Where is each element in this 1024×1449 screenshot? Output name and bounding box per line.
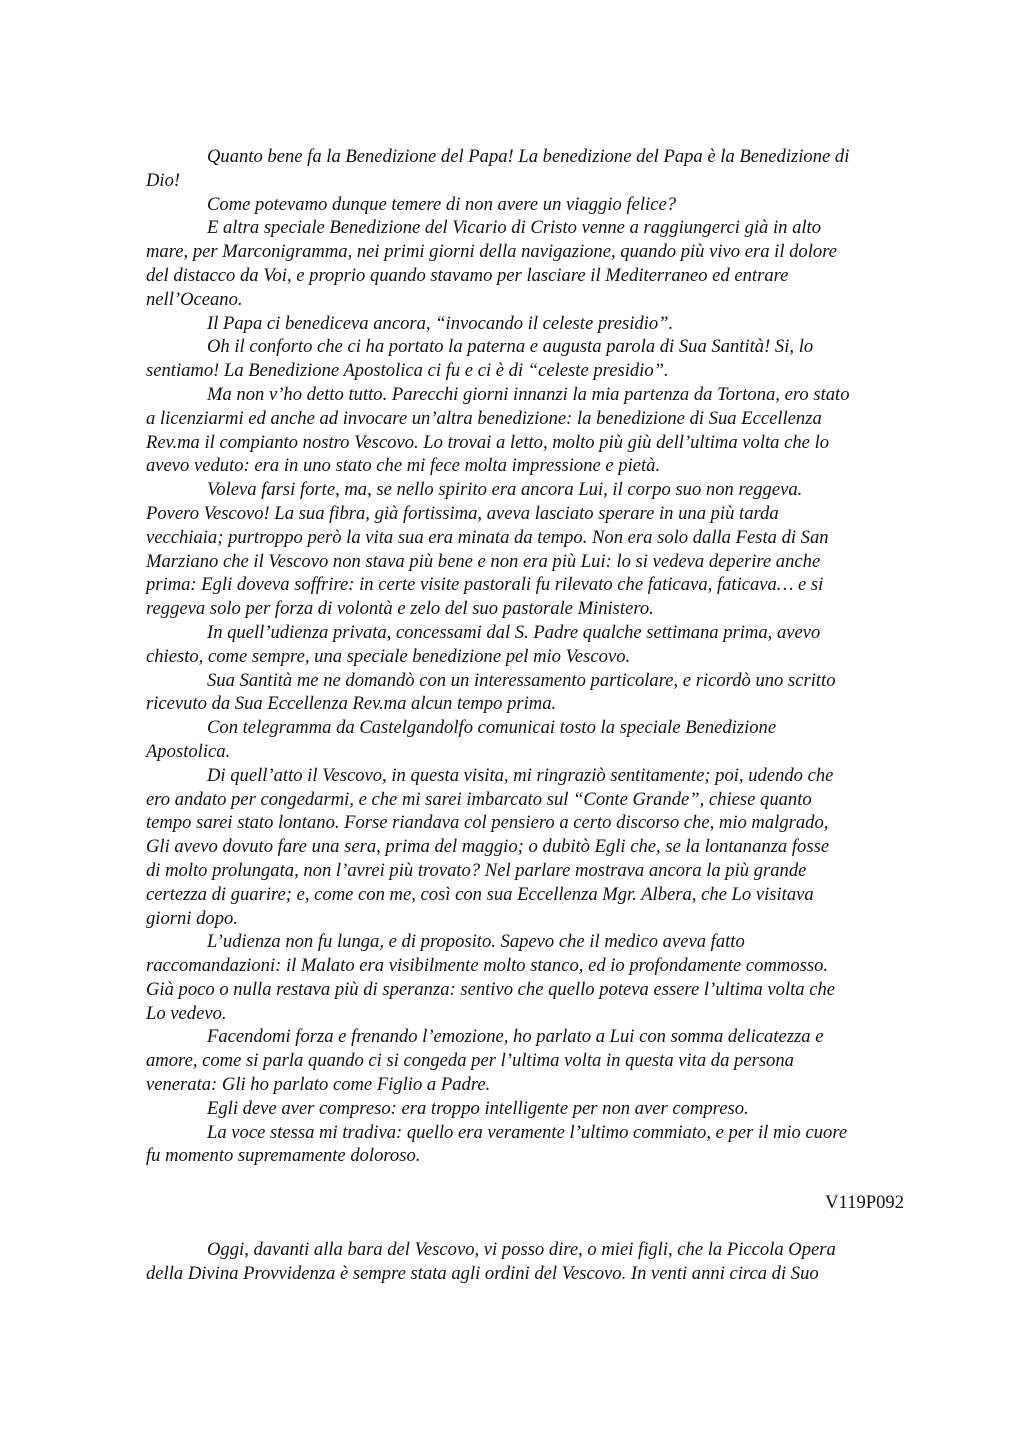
paragraph: La voce stessa mi tradiva: quello era veramente l’ultimo commiato, e per il mio cuore fu momento supremamente doloroso. <box>146 1121 848 1167</box>
paragraph: Quanto bene fa la Benedizione del Papa! La benedizione del Papa è la Benedizione di Dio! <box>146 146 850 191</box>
page-reference-code: V119P092 <box>825 1192 904 1213</box>
closing-text <box>146 1238 930 1286</box>
paragraph: Come potevamo dunque temere di non avere un viaggio felice? <box>207 193 677 215</box>
paragraph: Di quell’atto il Vescovo, in questa visita, mi ringraziò sentitamente; poi, udendo che ero andato per congedarmi, e che mi sarei imbarcato sul “Conte Grande”, chiese quanto tempo sarei stato lontano. Forse riandava col pensiero a certo discorso che, mio malgrado, Gli avevo dovuto fare una sera, prima del maggio; o dubitò Egli che, se la lontananza fosse di molto prolungata, non l’avrei più trovato? Nel parlare mostrava ancora la più grande certezza di guarire; e, come con me, così con sua Eccellenza Mgr. Albera, che Lo visitava giorni dopo. <box>146 764 834 929</box>
paragraph: Con telegramma da Castelgandolfo comunicai tosto la speciale Benedizione Apostolica. <box>146 717 777 762</box>
paragraph: E altra speciale Benedizione del Vicario di Cristo venne a raggiungerci già in alto mare, per Marconigramma, nei primi giorni della navigazione, quando più vivo era il dolore del distacco da Voi, e proprio quando stavamo per lasciare il Mediterraneo ed entrare nell’Oceano. <box>146 217 837 310</box>
paragraph: Egli deve aver compreso: era troppo intelligente per non aver compreso. <box>207 1097 749 1119</box>
paragraph: Oh il conforto che ci ha portato la paterna e augusta parola di Sua Santità! Si, lo sentiamo! La Benedizione Apostolica ci fu e ci è di “celeste presidio”. <box>146 336 814 382</box>
paragraph: Oggi, davanti alla bara del Vescovo, vi posso dire, o miei figli, che la Piccola Opera della Divina Provvidenza è sempre stata agli ordini del Vescovo. In venti anni circa di Suo <box>146 1239 836 1284</box>
paragraph: Il Papa ci benediceva ancora, “invocando il celeste presidio”. <box>207 312 674 334</box>
paragraph: Sua Santità me ne domandò con un interessamento particolare, e ricordò uno scritto ricevuto da Sua Eccellenza Rev.ma alcun tempo prima. <box>146 669 836 715</box>
paragraph: Facendomi forza e frenando l’emozione, ho parlato a Lui con somma delicatezza e amore, come si parla quando ci si congeda per l’ultima volta in questa vita da persona venerata: Gli ho parlato come Figlio a Padre. <box>146 1026 824 1096</box>
paragraph: Voleva farsi forte, ma, se nello spirito era ancora Lui, il corpo suo non reggeva. Povero Vescovo! La sua fibra, già fortissima, aveva lasciato sperare in una più tarda vecchiaia; purtroppo però la vita sua era minata da tempo. Non era solo dalla Festa di San Marziano che il Vescovo non stava più bene e non era più Lui: lo si vedeva deperire anche prima: Egli doveva soffrire: in certe visite pastorali fu rilevato che faticava, faticava… e si reggeva solo per forza di volontà e zelo del suo pastorale Ministero. <box>146 479 829 620</box>
body-text <box>146 145 930 1168</box>
paragraph: In quell’udienza privata, concessami dal S. Padre qualche settimana prima, avevo chiesto, come sempre, una speciale benedizione pel mio Vescovo. <box>146 621 821 667</box>
paragraph: Ma non v’ho detto tutto. Parecchi giorni innanzi la mia partenza da Tortona, ero stato a licenziarmi ed anche ad invocare un’altra benedizione: la benedizione di Sua Eccellenza Rev.ma il compianto nostro Vescovo. Lo trovai a letto, molto più giù dell’ultima volta che lo avevo veduto: era in uno stato che mi fece molta impressione e pietà. <box>146 383 850 477</box>
paragraph: L’udienza non fu lunga, e di proposito. Sapevo che il medico aveva fatto raccomandazioni: il Malato era visibilmente molto stanco, ed io profondamente commosso. Già poco o nulla restava più di speranza: sentivo che quello poteva essere l’ultima volta che Lo vedevo. <box>146 931 836 1024</box>
